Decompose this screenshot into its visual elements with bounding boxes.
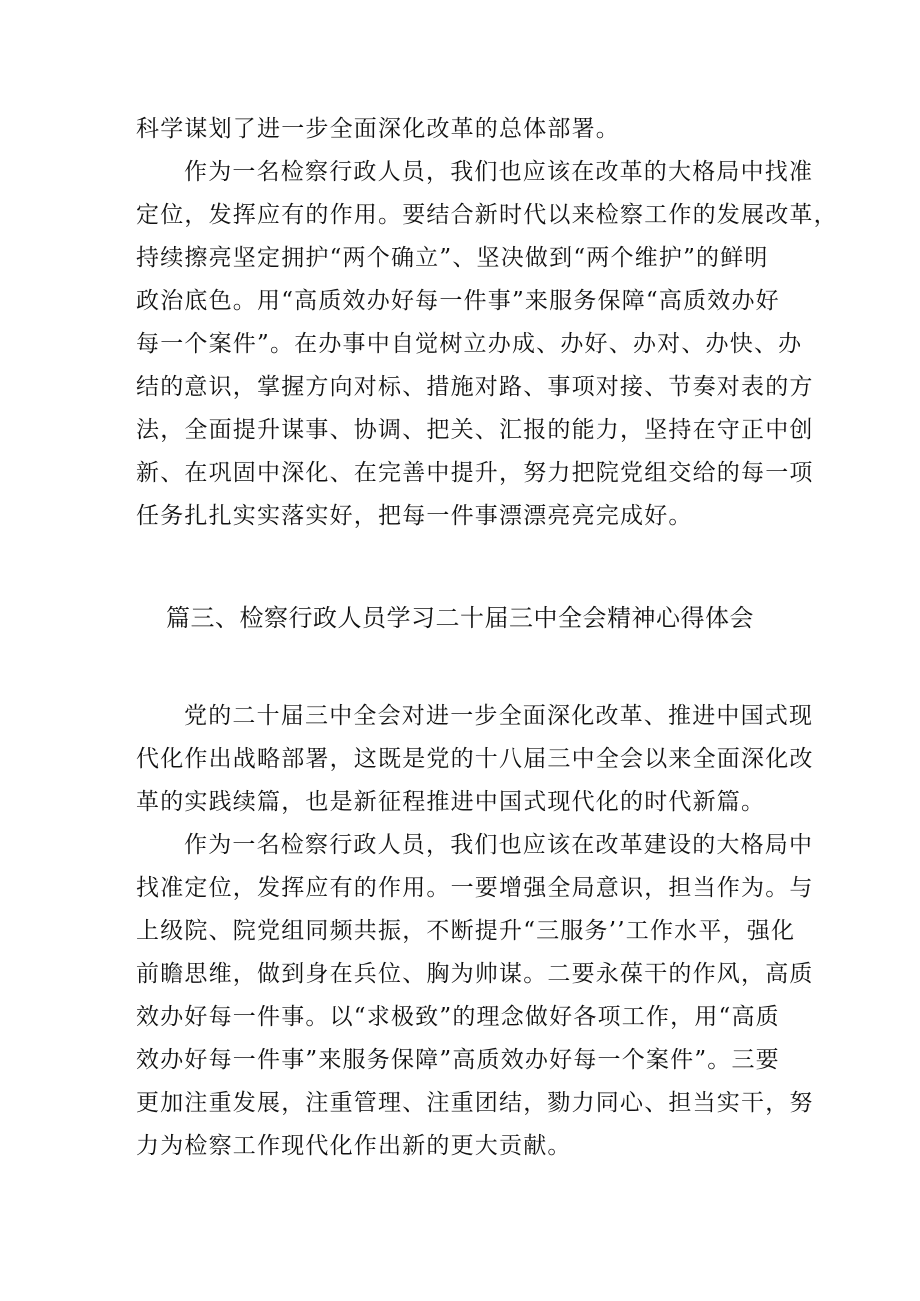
paragraph-line: 每一个案件”。在办事中自觉树立办成、办好、办对、办快、办 <box>136 331 803 357</box>
paragraph-line: 革的实践续篇，也是新征程推进中国式现代化的时代新篇。 <box>136 789 766 815</box>
paragraph-line: 作为一名检察行政人员，我们也应该在改革的大格局中找准 <box>184 159 814 185</box>
paragraph-line: 更加注重发展，注重管理、注重团结，勠力同心、担当实干，努 <box>136 1090 814 1116</box>
paragraph-line: 持续擦亮坚定拥护“两个确立”、坚决做到“两个维护”的鲜明 <box>136 245 769 271</box>
paragraph-line: 党的二十届三中全会对进一步全面深化改革、推进中国式现 <box>184 703 814 729</box>
paragraph-line: 结的意识，掌握方向对标、措施对路、事项对接、节奏对表的方 <box>136 374 814 400</box>
paragraph-line: 前瞻思维，做到身在兵位、胸为帅谋。二要永葆干的作风，高质 <box>136 961 814 987</box>
paragraph-line: 找准定位，发挥应有的作用。一要增强全局意识，担当作为。与 <box>136 875 814 901</box>
section-heading: 篇三、检察行政人员学习二十届三中全会精神心得体会 <box>166 604 754 632</box>
paragraph-line: 法，全面提升谋事、协调、把关、汇报的能力，坚持在守正中创 <box>136 417 814 443</box>
paragraph-line: 政治底色。用“高质效办好每一件事”来服务保障“高质效办好 <box>136 288 780 314</box>
paragraph-line: 科学谋划了进一步全面深化改革的总体部署。 <box>136 116 620 142</box>
paragraph-line: 上级院、院党组同频共振，不断提升“三服务’’工作水平，强化 <box>136 918 796 944</box>
paragraph-line: 新、在巩固中深化、在完善中提升，努力把院党组交给的每一项 <box>136 460 814 486</box>
paragraph-line: 任务扎扎实实落实好，把每一件事漂漂亮亮完成好。 <box>136 503 693 529</box>
paragraph-line: 力为检察工作现代化作出新的更大贡献。 <box>136 1133 572 1159</box>
paragraph-line: 效办好每一件事”来服务保障”高质效办好每一个案件”。三要 <box>136 1047 780 1073</box>
paragraph-line: 定位，发挥应有的作用。要结合新时代以来检察工作的发展改革， <box>136 202 838 228</box>
paragraph-line: 效办好每一件事。以“求极致”的理念做好各项工作，用“高质 <box>136 1004 780 1030</box>
paragraph-line: 代化作出战略部署，这既是党的十八届三中全会以来全面深化改 <box>136 746 814 772</box>
paragraph-line: 作为一名检察行政人员，我们也应该在改革建设的大格局中 <box>184 832 814 858</box>
